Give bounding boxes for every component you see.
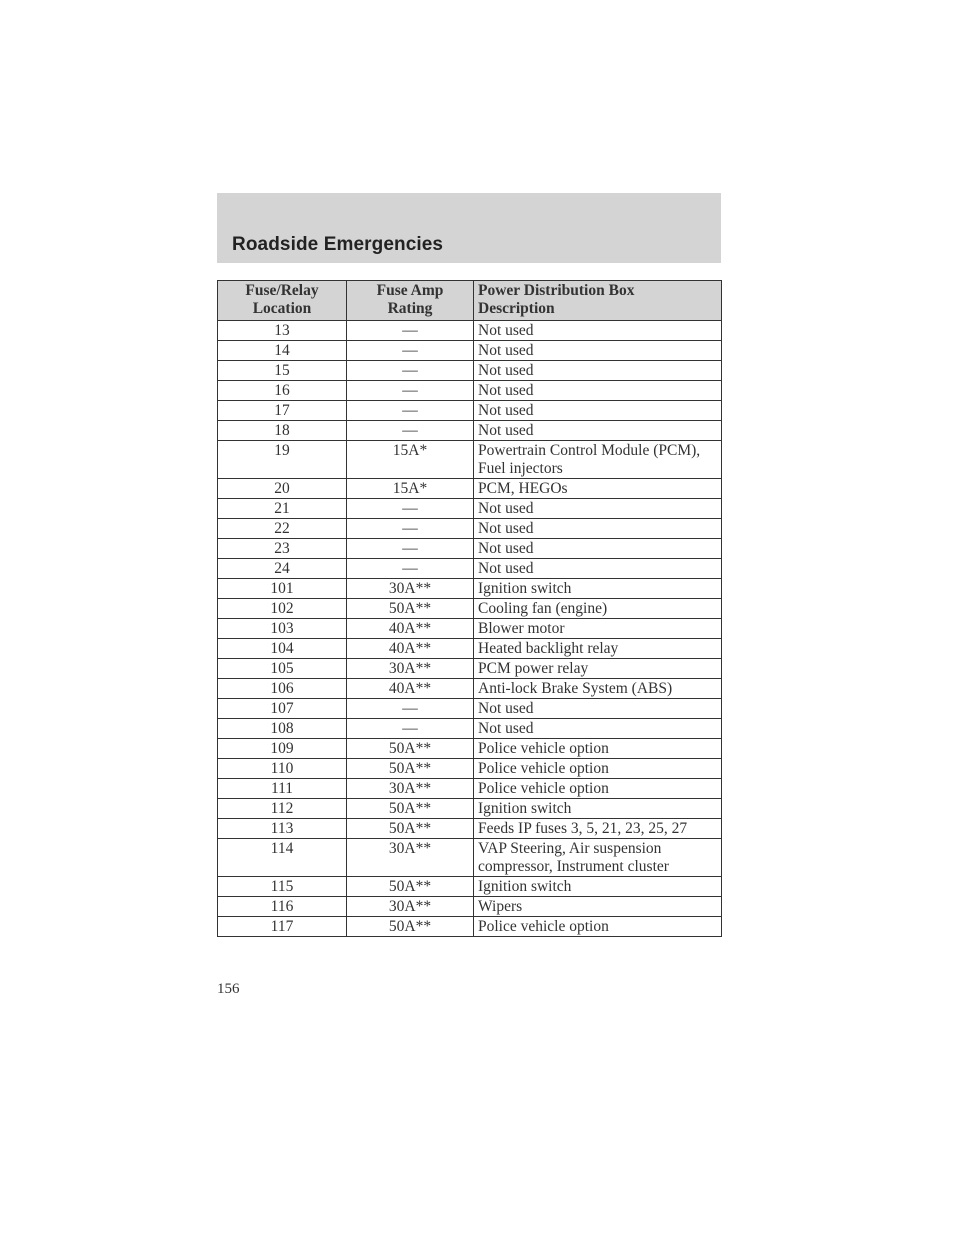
column-header-description bbox=[474, 281, 722, 321]
table-row bbox=[218, 699, 722, 719]
cell-rating: 50A** bbox=[347, 739, 474, 759]
cell-rating: 40A** bbox=[347, 679, 474, 699]
cell-description: Not used bbox=[474, 421, 722, 441]
cell-location: 111 bbox=[218, 779, 347, 799]
cell-location: 21 bbox=[218, 499, 347, 519]
cell-location: 107 bbox=[218, 699, 347, 719]
cell-description: Not used bbox=[474, 361, 722, 381]
cell-rating: 15A* bbox=[347, 479, 474, 499]
cell-location: 103 bbox=[218, 619, 347, 639]
fuse-table bbox=[217, 280, 722, 937]
cell-description: Ignition switch bbox=[474, 579, 722, 599]
page-number: 156 bbox=[217, 981, 240, 997]
cell-location: 20 bbox=[218, 479, 347, 499]
cell-location: 114 bbox=[218, 839, 347, 877]
cell-location: 13 bbox=[218, 321, 347, 341]
cell-description: Not used bbox=[474, 401, 722, 421]
table-row bbox=[218, 759, 722, 779]
table-row bbox=[218, 361, 722, 381]
cell-location: 108 bbox=[218, 719, 347, 739]
table-row bbox=[218, 839, 722, 877]
table-row bbox=[218, 341, 722, 361]
cell-description: Anti-lock Brake System (ABS) bbox=[474, 679, 722, 699]
cell-description: Not used bbox=[474, 321, 722, 341]
cell-rating: 30A** bbox=[347, 839, 474, 877]
table-row bbox=[218, 897, 722, 917]
header-rating-line1: Fuse Amp bbox=[376, 282, 444, 299]
cell-description: PCM, HEGOs bbox=[474, 479, 722, 499]
table-row bbox=[218, 599, 722, 619]
cell-description: Police vehicle option bbox=[474, 917, 722, 937]
section-title: Roadside Emergencies bbox=[232, 234, 444, 255]
cell-location: 14 bbox=[218, 341, 347, 361]
cell-rating: 40A** bbox=[347, 619, 474, 639]
table-row bbox=[218, 321, 722, 341]
cell-location: 105 bbox=[218, 659, 347, 679]
cell-description: Cooling fan (engine) bbox=[474, 599, 722, 619]
cell-description: Ignition switch bbox=[474, 877, 722, 897]
cell-location: 113 bbox=[218, 819, 347, 839]
cell-description: VAP Steering, Air suspension compressor, Instrument cluster bbox=[474, 839, 722, 877]
section-header-band bbox=[217, 193, 721, 263]
cell-rating: 30A** bbox=[347, 659, 474, 679]
table-row bbox=[218, 441, 722, 479]
table-row bbox=[218, 619, 722, 639]
cell-location: 24 bbox=[218, 559, 347, 579]
table-row bbox=[218, 779, 722, 799]
header-description-line2: Description bbox=[478, 300, 555, 317]
cell-description: Not used bbox=[474, 719, 722, 739]
table-body bbox=[218, 321, 722, 937]
cell-description: Ignition switch bbox=[474, 799, 722, 819]
table-row bbox=[218, 659, 722, 679]
table-row bbox=[218, 421, 722, 441]
table-row bbox=[218, 679, 722, 699]
cell-rating: 50A** bbox=[347, 759, 474, 779]
cell-rating: — bbox=[347, 559, 474, 579]
table-row bbox=[218, 819, 722, 839]
cell-location: 112 bbox=[218, 799, 347, 819]
cell-rating: — bbox=[347, 361, 474, 381]
column-header-rating bbox=[347, 281, 474, 321]
cell-description: Police vehicle option bbox=[474, 739, 722, 759]
cell-location: 104 bbox=[218, 639, 347, 659]
table-row bbox=[218, 877, 722, 897]
cell-location: 117 bbox=[218, 917, 347, 937]
cell-rating: 30A** bbox=[347, 897, 474, 917]
cell-rating: 30A** bbox=[347, 779, 474, 799]
header-location-line2: Location bbox=[252, 300, 312, 317]
cell-rating: — bbox=[347, 341, 474, 361]
cell-description: Feeds IP fuses 3, 5, 21, 23, 25, 27 bbox=[474, 819, 722, 839]
cell-rating: 50A** bbox=[347, 877, 474, 897]
cell-rating: 50A** bbox=[347, 819, 474, 839]
table-row bbox=[218, 579, 722, 599]
table-row bbox=[218, 499, 722, 519]
table-row bbox=[218, 381, 722, 401]
cell-description: Not used bbox=[474, 699, 722, 719]
table-row bbox=[218, 639, 722, 659]
cell-rating: 50A** bbox=[347, 799, 474, 819]
table-header-row bbox=[218, 281, 722, 321]
cell-rating: 50A** bbox=[347, 599, 474, 619]
cell-rating: 30A** bbox=[347, 579, 474, 599]
cell-location: 23 bbox=[218, 539, 347, 559]
cell-rating: — bbox=[347, 699, 474, 719]
cell-location: 110 bbox=[218, 759, 347, 779]
cell-description: Not used bbox=[474, 519, 722, 539]
cell-location: 22 bbox=[218, 519, 347, 539]
cell-rating: — bbox=[347, 381, 474, 401]
cell-location: 16 bbox=[218, 381, 347, 401]
cell-description: Not used bbox=[474, 499, 722, 519]
cell-location: 15 bbox=[218, 361, 347, 381]
cell-location: 17 bbox=[218, 401, 347, 421]
table-row bbox=[218, 479, 722, 499]
table-row bbox=[218, 559, 722, 579]
cell-description: Not used bbox=[474, 341, 722, 361]
cell-rating: — bbox=[347, 719, 474, 739]
cell-location: 101 bbox=[218, 579, 347, 599]
cell-description: Wipers bbox=[474, 897, 722, 917]
cell-rating: 15A* bbox=[347, 441, 474, 479]
cell-description: Police vehicle option bbox=[474, 779, 722, 799]
cell-rating: — bbox=[347, 539, 474, 559]
cell-location: 102 bbox=[218, 599, 347, 619]
cell-description: Not used bbox=[474, 539, 722, 559]
cell-location: 106 bbox=[218, 679, 347, 699]
column-header-location bbox=[218, 281, 347, 321]
table-row bbox=[218, 539, 722, 559]
header-description-line1: Power Distribution Box bbox=[478, 282, 635, 299]
cell-location: 115 bbox=[218, 877, 347, 897]
table-row bbox=[218, 719, 722, 739]
table-row bbox=[218, 917, 722, 937]
cell-rating: 40A** bbox=[347, 639, 474, 659]
cell-rating: — bbox=[347, 401, 474, 421]
cell-location: 116 bbox=[218, 897, 347, 917]
cell-location: 18 bbox=[218, 421, 347, 441]
cell-rating: — bbox=[347, 421, 474, 441]
table-row bbox=[218, 799, 722, 819]
header-rating-line2: Rating bbox=[387, 300, 433, 317]
cell-description: Not used bbox=[474, 559, 722, 579]
cell-location: 19 bbox=[218, 441, 347, 479]
header-location-line1: Fuse/Relay bbox=[245, 282, 319, 299]
cell-description: Blower motor bbox=[474, 619, 722, 639]
cell-description: Police vehicle option bbox=[474, 759, 722, 779]
cell-location: 109 bbox=[218, 739, 347, 759]
table-row bbox=[218, 739, 722, 759]
cell-rating: — bbox=[347, 499, 474, 519]
table-row bbox=[218, 519, 722, 539]
cell-rating: — bbox=[347, 519, 474, 539]
cell-rating: — bbox=[347, 321, 474, 341]
cell-description: PCM power relay bbox=[474, 659, 722, 679]
cell-description: Heated backlight relay bbox=[474, 639, 722, 659]
cell-rating: 50A** bbox=[347, 917, 474, 937]
cell-description: Powertrain Control Module (PCM), Fuel injectors bbox=[474, 441, 722, 479]
table-row bbox=[218, 401, 722, 421]
cell-description: Not used bbox=[474, 381, 722, 401]
